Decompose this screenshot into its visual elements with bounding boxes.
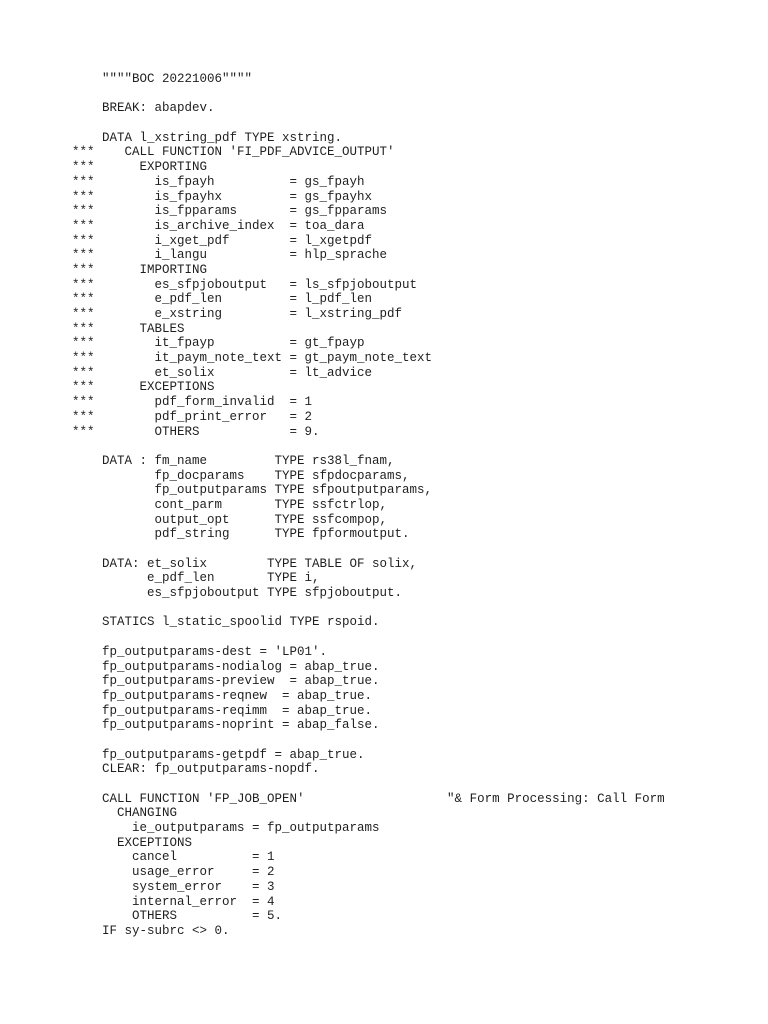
code-line: e_pdf_len TYPE i,	[72, 571, 320, 586]
code-line: *** OTHERS = 9.	[72, 424, 320, 439]
code-line: ie_outputparams = fp_outputparams	[72, 821, 380, 836]
code-line: cont_parm TYPE ssfctrlop,	[72, 497, 388, 512]
code-line: BREAK: abapdev.	[72, 101, 215, 116]
code-line: DATA : fm_name TYPE rs38l_fnam,	[72, 453, 395, 468]
code-line: *** CALL FUNCTION 'FI_PDF_ADVICE_OUTPUT'	[72, 145, 395, 160]
code-line: *** is_archive_index = toa_dara	[72, 218, 365, 233]
code-line	[72, 542, 665, 557]
code-line: *** EXCEPTIONS	[72, 380, 215, 395]
code-line	[72, 87, 665, 102]
code-line: *** is_fpayh = gs_fpayh	[72, 174, 365, 189]
code-line: fp_docparams TYPE sfpdocparams,	[72, 468, 410, 483]
code-line: *** pdf_print_error = 2	[72, 409, 313, 424]
code-line: CLEAR: fp_outputparams-nopdf.	[72, 762, 320, 777]
code-line: *** EXPORTING	[72, 160, 208, 175]
code-line: fp_outputparams-reqimm = abap_true.	[72, 703, 373, 718]
code-line: fp_outputparams-reqnew = abap_true.	[72, 688, 373, 703]
code-line	[72, 116, 665, 131]
code-line: *** i_langu = hlp_sprache	[72, 248, 388, 263]
code-line: DATA l_xstring_pdf TYPE xstring.	[72, 130, 343, 145]
code-line: *** e_xstring = l_xstring_pdf	[72, 307, 403, 321]
code-line: *** et_solix = lt_advice	[72, 365, 373, 380]
code-line: STATICS l_static_spoolid TYPE rspoid.	[72, 615, 380, 630]
code-line: cancel = 1	[72, 850, 275, 865]
code-line: *** TABLES	[72, 321, 185, 336]
code-line: fp_outputparams-nodialog = abap_true.	[72, 659, 380, 674]
code-line	[72, 777, 665, 792]
code-line: EXCEPTIONS	[72, 835, 193, 850]
code-line: fp_outputparams-noprint = abap_false.	[72, 718, 380, 733]
code-line: *** is_fpayhx = gs_fpayhx	[72, 189, 373, 204]
code-listing	[72, 72, 665, 939]
code-line: *** it_paym_note_text = gt_paym_note_text	[72, 351, 433, 366]
code-line: fp_outputparams-preview = abap_true.	[72, 674, 380, 689]
code-line: *** i_xget_pdf = l_xgetpdf	[72, 233, 373, 248]
code-line	[72, 630, 665, 645]
code-line: fp_outputparams TYPE sfpoutputparams,	[72, 483, 433, 498]
code-line: *** pdf_form_invalid = 1	[72, 395, 313, 410]
code-line: internal_error = 4	[72, 894, 275, 909]
code-line: DATA: et_solix TYPE TABLE OF solix,	[72, 556, 418, 571]
code-line: *** e_pdf_len = l_pdf_len	[72, 292, 373, 307]
code-line: CALL FUNCTION 'FP_JOB_OPEN' "& Form Processing: Call Form	[72, 791, 665, 806]
code-line: fp_outputparams-getpdf = abap_true.	[72, 747, 365, 762]
code-line: """"BOC 20221006""""	[72, 72, 253, 86]
code-line: *** IMPORTING	[72, 262, 208, 277]
code-line: es_sfpjoboutput TYPE sfpjoboutput.	[72, 586, 403, 601]
code-line: system_error = 3	[72, 879, 275, 894]
code-line: OTHERS = 5.	[72, 909, 283, 924]
code-line: CHANGING	[72, 806, 178, 821]
code-line: output_opt TYPE ssfcompop,	[72, 512, 388, 527]
code-line: pdf_string TYPE fpformoutput.	[72, 527, 410, 542]
code-line: fp_outputparams-dest = 'LP01'.	[72, 644, 328, 659]
code-line: *** es_sfpjoboutput = ls_sfpjoboutput	[72, 277, 418, 292]
code-line	[72, 733, 665, 748]
code-line	[72, 439, 665, 454]
code-line	[72, 601, 665, 616]
code-line: IF sy-subrc <> 0.	[72, 923, 230, 938]
code-line: *** is_fpparams = gs_fpparams	[72, 204, 388, 219]
code-line: *** it_fpayp = gt_fpayp	[72, 336, 365, 351]
code-line: usage_error = 2	[72, 865, 275, 880]
